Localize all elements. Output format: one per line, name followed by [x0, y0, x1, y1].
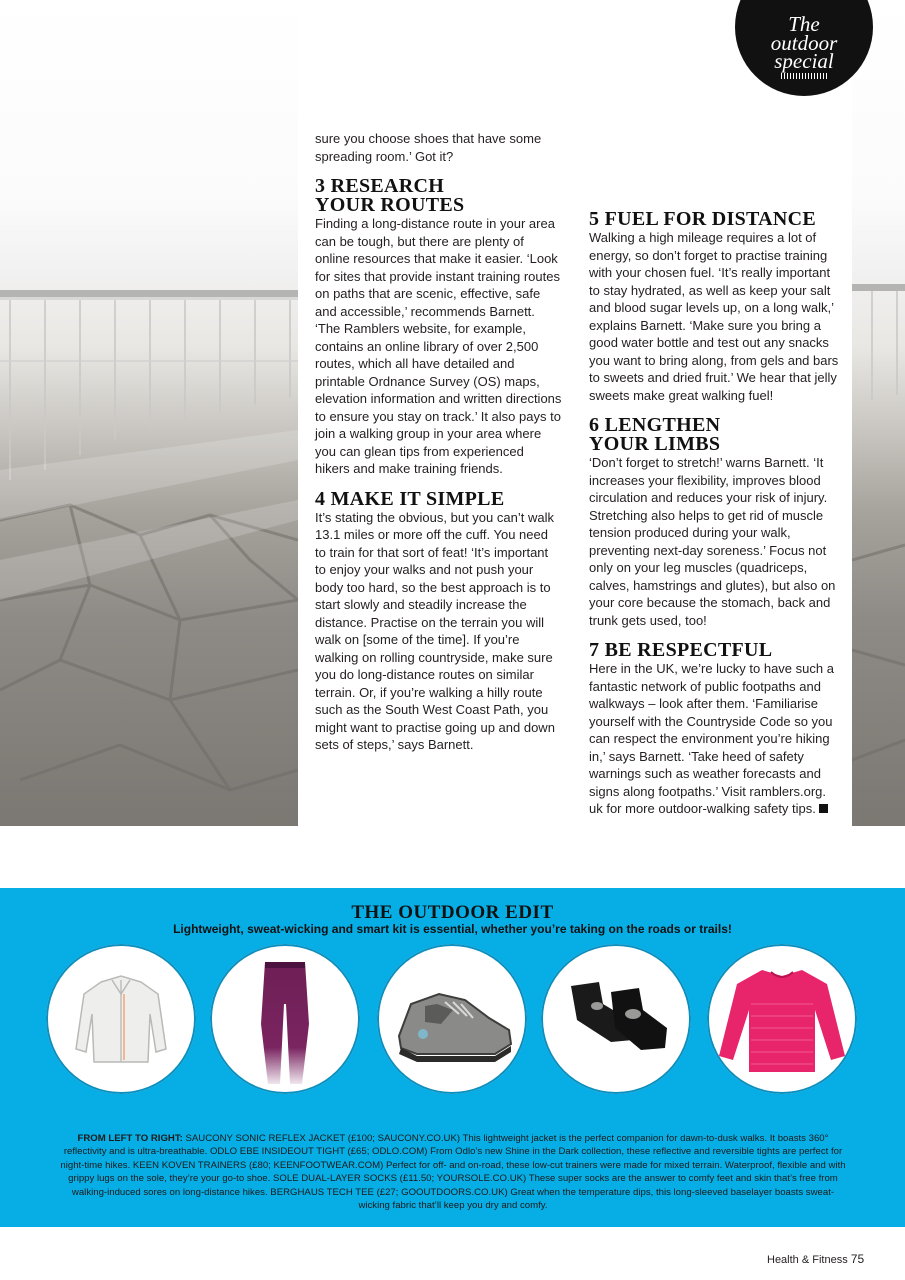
badge-line-1: The	[788, 12, 820, 36]
section-4-heading: 4 MAKE IT SIMPLE	[315, 487, 505, 510]
end-mark-icon	[819, 804, 828, 813]
page-folio	[767, 1252, 864, 1266]
tights-icon	[210, 944, 360, 1094]
magazine-name: Health & Fitness	[767, 1254, 848, 1266]
outdoor-edit-subtitle: Lightweight, sweat-wicking and smart kit is essential, whether you’re taking on the roads or trails!	[173, 922, 732, 936]
background-photo-left	[0, 0, 298, 826]
outdoor-edit-title: THE OUTDOOR EDIT	[351, 902, 554, 923]
section-6-heading	[589, 416, 839, 454]
section-6-heading-line-2: YOUR LIMBS	[589, 433, 721, 455]
caption-lead: FROM LEFT TO RIGHT:	[77, 1133, 183, 1144]
section-3-body: Finding a long-distance route in your area can be tough, but there are plenty of online resources that make it easier. ‘Look for sites that provide instant training routes on paths that are scenic, effective, safe and accessible,’ recommends Barnett. ‘The Ramblers website, for example, contains an online library of over 2,500 routes, which all have detailed and printable Ordnance Survey (OS) maps, elevation information and written directions to ensure you stay on track.’ It also pays to join a walking group in your area where you can glean tips from experienced hikers and make training friends.	[315, 216, 562, 476]
section-7-body-wrap	[589, 660, 839, 818]
product-socks-circle	[541, 944, 691, 1094]
background-photo-right	[852, 0, 905, 826]
section-3-heading	[315, 177, 562, 215]
badge-line-3: special	[774, 49, 834, 73]
section-7-heading: 7 BE RESPECTFUL	[589, 639, 773, 661]
article-column-1	[315, 130, 562, 754]
outdoor-edit-band	[0, 888, 905, 1227]
badge-line-2: outdoor	[770, 31, 838, 55]
product-jacket-circle	[46, 944, 196, 1094]
intro-paragraph: sure you choose shoes that have some spreading room.’ Got it?	[315, 131, 542, 164]
section-5-heading: 5 FUEL FOR DISTANCE	[589, 208, 817, 230]
section-7-body: Here in the UK, we’re lucky to have such a fantastic network of public footpaths and walkways – look after them. ‘Familiarise yourself with the Countryside Code so you can respect the environment you’re hiking in,’ says Barnett. ‘Take heed of safety warnings such as weather forecasts and signs along footpaths.’ Visit ramblers.org. uk for more outdoor-walking safety tips.	[589, 661, 834, 816]
products-caption	[58, 1132, 848, 1212]
caption-body: SAUCONY SONIC REFLEX JACKET (£100; SAUCONY.CO.UK) This lightweight jacket is the perfect companion for dawn-to-dusk walks. It boasts 360° reflectivity and is ultra-breathable. ODLO EBE INSIDEOUT TIGHT (£65; ODLO.COM) From Odlo’s new Shine in the Dark collection, these reflective and reversible tights are perfect for night-time hikes. KEEN KOVEN TRAINERS (£80; KEENFOOTWEAR.COM) Perfect for off- and on-road, these low-cut trainers were made for mixed terrain. Waterproof, flexible and with grippy lugs on the sole, they’re your go-to shoe. SOLE DUAL-LAYER SOCKS (£11.50; YOURSOLE.CO.UK) These super socks are the answer to comfy feet and skin that’s free from walking-induced sores on long-distance hikes. BERGHAUS TECH TEE (£27; GOOUTDOORS.CO.UK) Great when the temperature dips, this long-sleeved baselayer boasts sweat-wicking fabric that’ll keep you dry and comfy.	[60, 1133, 846, 1212]
section-3-heading-line-1: 3 RESEARCH	[315, 175, 445, 197]
section-6-heading-line-1: 6 LENGTHEN	[589, 414, 721, 436]
section-6-body: ‘Don’t forget to stretch!’ warns Barnett. ‘It increases your flexibility, improves blood circulation and reduces your risk of injury. Stretching also helps to get rid of muscle tension produced during your walk, preventing next-day soreness.’ Focus not only on your leg muscles (quadriceps, calves, hamstrings and glutes), but also on your core because the stomach, back and trunk gets used, too!	[589, 455, 836, 628]
section-3-heading-line-2: YOUR ROUTES	[315, 194, 465, 216]
page-number: 75	[850, 1252, 865, 1266]
badge-ticks	[781, 73, 827, 79]
boardwalk-railing-illustration	[0, 0, 298, 826]
article-column-2	[589, 210, 839, 818]
boardwalk-railing-illustration-right	[852, 0, 905, 826]
product-trainers-circle	[377, 944, 527, 1094]
socks-icon	[541, 944, 691, 1094]
section-5-body: Walking a high mileage requires a lot of energy, so don’t forget to practise training with your chosen fuel. ‘It’s really important to stay hydrated, as well as keep your salt and blood sugar levels up, on a long walk,’ explains Barnett. ‘Make sure you bring a good water bottle and test out any snacks you want to bring along, from gels and bars to sweets and dried fruit.’ We hear that jelly sweets make great walking fuel!	[589, 230, 839, 403]
trainer-shoe-icon	[377, 944, 527, 1094]
product-tights-circle	[210, 944, 360, 1094]
tee-icon	[707, 944, 857, 1094]
section-4-body: It’s stating the obvious, but you can’t walk 13.1 miles or more off the cuff. You need to train for that sort of feat! ‘It’s important to enjoy your walks and not push your body too hard, so the best approach is to start slowly and steadily increase the distance. Practise on the terrain you will walk on [some of the time]. If you’re walking on rolling countryside, make sure you do long-distance routes on similar terrain. Or, if you’re walking a hilly route such as the South West Coast Path, you might want to practise going up and down sets of steps,’ says Barnett.	[315, 509, 555, 752]
product-tee-circle	[707, 944, 857, 1094]
jacket-icon	[46, 944, 196, 1094]
